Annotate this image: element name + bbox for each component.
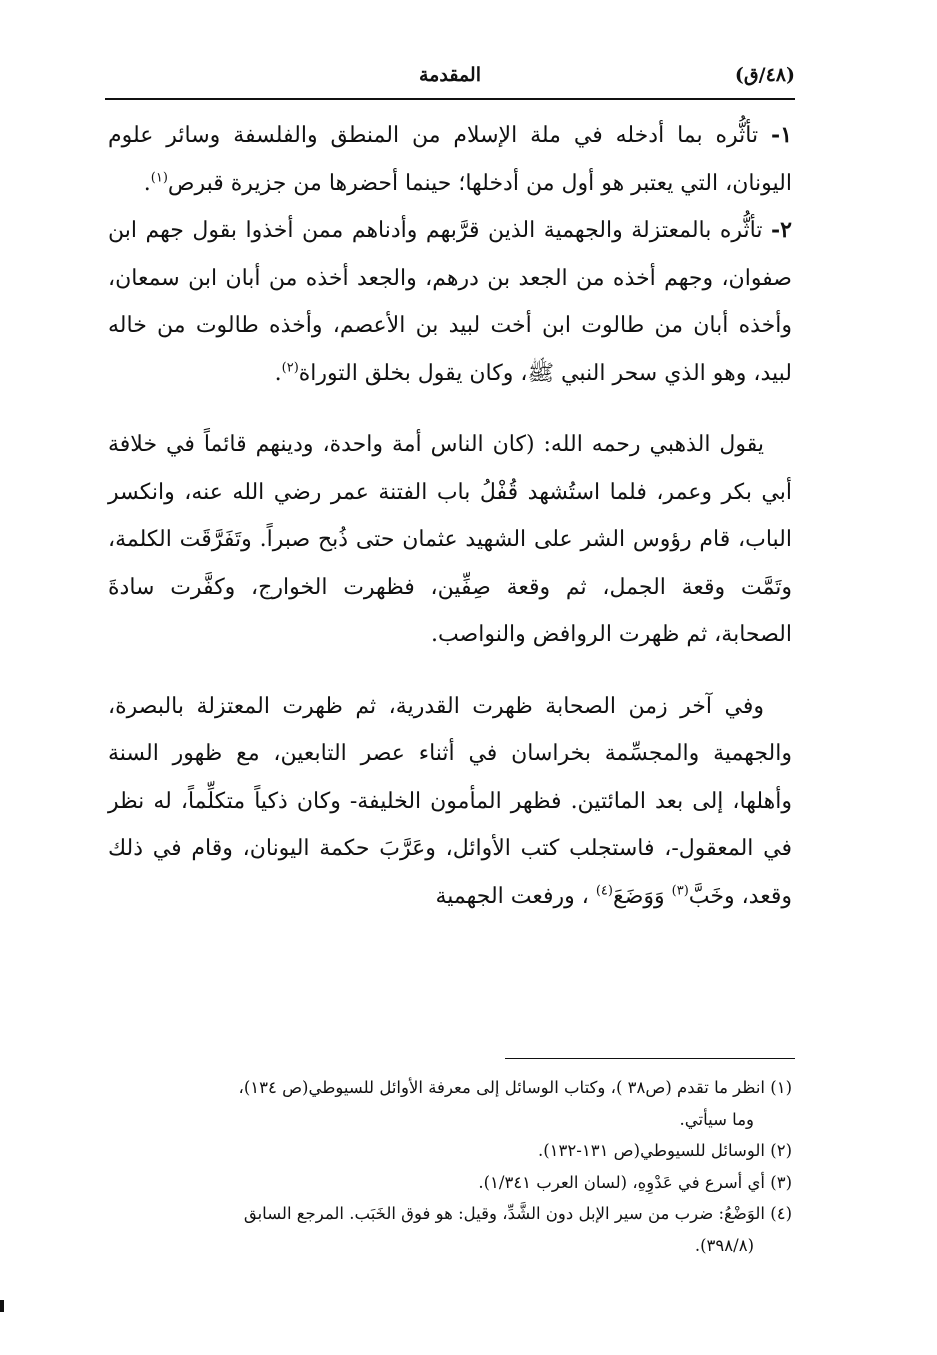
paragraph: وفي آخر زمن الصحابة ظهرت القدرية، ثم ظهرت المعتزلة بالبصرة، والجهمية والمجسِّمة بخراسان في أثناء عصر التابعين، مع ظهور السنة وأهلها، إلى بعد المائتين. فظهر المأمون الخليفة- وكان ذكياً متكلِّماً، له نظر في المعقول-، فاستجلب كتب الأوائل، وعَرَّبَ حكمة اليونان، وقام في ذلك وقعد، وخَبَّ$^{(٣)}$ وَوَضَعَ$^{(٤)}$ ، ورفعت الجهمية — [108, 693, 792, 909]
main-text — [108, 112, 792, 920]
footnote-1-continuation: وما سيأتي. — [679, 1109, 754, 1129]
footnote-label: (٣) — [770, 1172, 792, 1192]
footnote-2: (٢) الوسائل للسيوطي(ص ١٣١-١٣٢). — [537, 1141, 792, 1160]
quote-paragraph: يقول الذهبي رحمه الله: (كان الناس أمة واحدة، ودينهم قائماً في خلافة أبي بكر وعمر، فلما استُشهد قُفْلُ باب الفتنة عمر رضي الله عنه، وانكسر الباب، قام رؤوس الشر على الشهيد عثمان حتى ذُبح صبراً. وتَفَرَّقَت الكلمة، وتَمَّت وقعة الجمل، ثم وقعة صِفِّين، فظهرت الخوارج، وكفَّرت سادةَ الصحابة، ثم ظهرت الروافض والنواصب. — [108, 432, 792, 647]
footnote-1: (١) انظر ما تقدم (ص٣٨ )، وكتاب الوسائل إلى معرفة الأوائل للسيوطي(ص ١٣٤)، — [238, 1078, 792, 1097]
page-number: (٤٨/ق) — [734, 64, 795, 86]
footnote-label: (٤) — [770, 1204, 792, 1223]
item-text: تأثُّره بما أدخله في ملة الإسلام من المنطق والفلسفة وسائر علوم اليونان، التي يعتبر هو أول من أدخلها؛ حينما أحضرها من جزيرة قبرص — [108, 123, 792, 196]
item-text: تأثُّره بالمعتزلة والجهمية الذين قرَّبهم وأدناهم ممن أخذوا بقول جهم ابن صفوان، وجهم أخذه من الجعد بن درهم، والجعد أخذه من أبان ابن سمعان، وأخذه أبان من طالوت ابن أخت لبيد بن الأعصم، وأخذه طالوت من خاله لبيد، وهو الذي سحر النبي ﷺ، وكان يقول بخلق التوراة — [108, 218, 792, 386]
paragraph-gap — [108, 659, 792, 683]
scan-mark — [0, 1300, 4, 1312]
list-item-2: ٢- تأثُّره بالمعتزلة والجهمية الذين قرَّبهم وأدناهم ممن أخذوا بقول جهم ابن صفوان، وجهم أخذه من الجعد بن درهم، والجعد أخذه من أبان ابن سمعان، وأخذه أبان من طالوت ابن أخت لبيد بن الأعصم، وأخذه طالوت من خاله لبيد، وهو الذي سحر النبي ﷺ، وكان يقول بخلق التوراة$^{(٢)}$. — [108, 217, 792, 386]
list-item-1: ١- تأثُّره بما أدخله في ملة الإسلام من المنطق والفلسفة وسائر علوم اليونان، التي يعتبر هو أول من أدخلها؛ حينما أحضرها من جزيرة قبرص$^{(١)}$. — [108, 122, 793, 196]
item-number: ٢- — [771, 217, 792, 243]
item-number: ١- — [771, 122, 793, 148]
footnote-ref: (١) — [150, 170, 168, 186]
footnote-ref: (٢) — [281, 360, 299, 376]
footnote-ref: (٤) — [595, 883, 613, 899]
running-header — [105, 62, 795, 92]
footnote-4-continuation: (٣٩٨/٨). — [694, 1235, 754, 1255]
footnotes — [108, 1072, 792, 1261]
footnote-label: (٢) — [770, 1141, 792, 1160]
footnote-ref: (٣) — [671, 883, 689, 899]
footnote-label: (١) — [770, 1078, 792, 1097]
footnote-3: (٣) أي أسرع في عَدْوِهِ، (لسان العرب ١/٣٤١). — [478, 1172, 792, 1192]
section-title: المقدمة — [418, 64, 481, 86]
footnote-separator — [505, 1058, 795, 1059]
footnote-4: (٤) الوَضْعُ: ضرب من سير الإبل دون الشَّدِّ، وقيل: هو فوق الخَبَب. المرجع السابق — [243, 1204, 792, 1223]
header-rule — [105, 98, 795, 100]
paragraph-gap — [108, 397, 792, 421]
